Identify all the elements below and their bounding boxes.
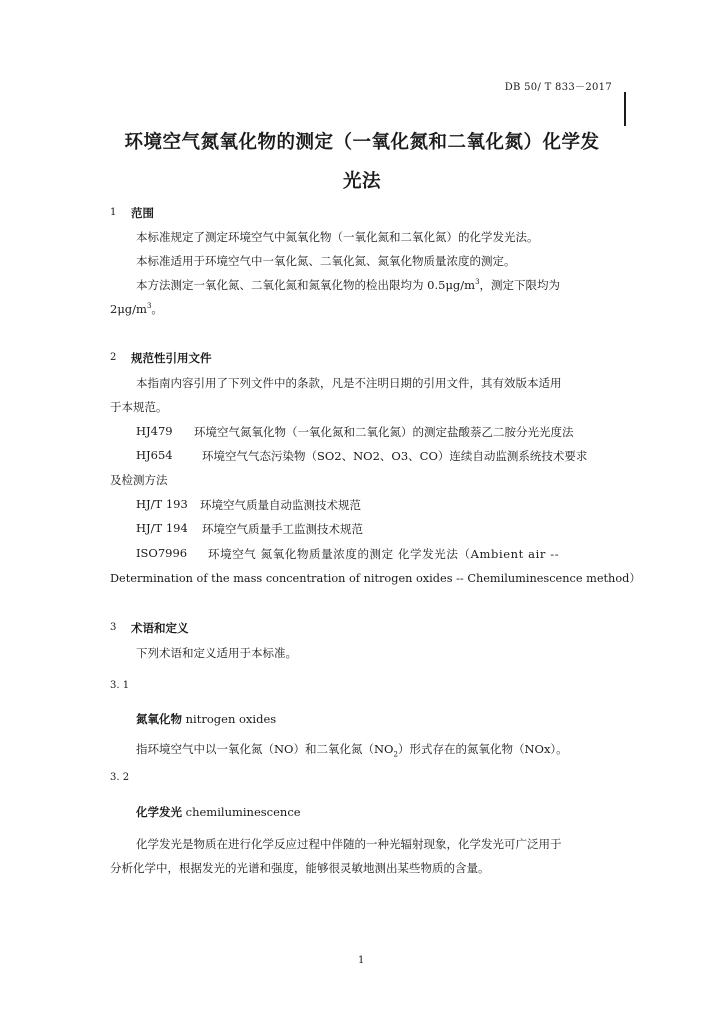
ref-text-iso7996: 环境空气 氮氧化物质量浓度的测定 化学发光法（Ambient air --	[208, 547, 560, 561]
term-3-2-definition-cont: 分析化学中，根据发光的光谱和强度，能够很灵敏地测出某些物质的含量。	[110, 861, 490, 875]
section-1-number: 1	[110, 207, 117, 218]
ref-text-hjt194: 环境空气质量手工监测技术规范	[202, 522, 363, 536]
ref-text-hj479: 环境空气氮氧化物（一氧化氮和二氧化氮）的测定盐酸萘乙二胺分光光度法	[194, 425, 574, 439]
ref-code-hjt193: HJ/T 193	[136, 497, 188, 511]
ref-code-iso7996: ISO7996	[136, 546, 188, 560]
term-3-2-name: 化学发光 chemiluminescence	[136, 805, 301, 819]
sec2-paragraph-1-cont: 于本规范。	[110, 400, 168, 414]
document-title-line2: 光法	[342, 171, 381, 192]
term-3-2-definition: 化学发光是物质在进行化学反应过程中伴随的一种光辐射现象，化学发光可广泛用于	[136, 837, 562, 851]
standard-code: DB 50/ T 833－2017	[504, 82, 612, 93]
term-3-1-number: 3. 1	[110, 680, 130, 691]
sec2-paragraph-1: 本指南内容引用了下列文件中的条款，凡是不注明日期的引用文件，其有效版本适用	[136, 376, 562, 390]
ref-code-hj479: HJ479	[136, 424, 173, 438]
section-3-heading: 术语和定义	[131, 621, 189, 635]
term-3-2-number: 3. 2	[110, 772, 130, 783]
sec1-paragraph-3: 本方法测定一氧化氮、二氧化氮和氮氧化物的检出限均为 $0.5\mu g/m^3$，测定下限均为	[136, 278, 561, 292]
section-2-heading: 规范性引用文件	[131, 351, 212, 365]
margin-change-bar	[624, 92, 626, 126]
section-1-heading: 范围	[131, 206, 154, 220]
section-2-number: 2	[110, 352, 117, 363]
ref-text-hj654-cont: 及检测方法	[110, 473, 168, 487]
ref-text-hj654: 环境空气气态污染物（SO2、NO2、O3、CO）连续自动监测系统技术要求	[202, 449, 588, 463]
ref-code-hj654: HJ654	[136, 448, 173, 462]
term-3-1-definition: 指环境空气中以一氧化氮（NO）和二氧化氮$(NO_2)$形式存在的氮氧化物（NOx）。	[136, 742, 568, 759]
ref-text-iso7996-cont: Determination of the mass concentration of nitrogen oxides -- Chemiluminescence method）	[110, 572, 641, 585]
sec1-paragraph-3-cont: $2\mu g/m^3$。	[110, 302, 163, 316]
document-title-line1: 环境空气氮氧化物的测定（一氧化氮和二氧化氮）化学发	[124, 132, 600, 153]
sec1-paragraph-1: 本标准规定了测定环境空气中氮氧化物（一氧化氮和二氧化氮）的化学发光法。	[136, 230, 539, 244]
ref-text-hjt193: 环境空气质量自动监测技术规范	[200, 498, 361, 512]
sec1-paragraph-2: 本标准适用于环境空气中一氧化氮、二氧化氮、氮氧化物质量浓度的测定。	[136, 254, 516, 268]
page-number: 1	[358, 955, 365, 966]
sec3-paragraph-1: 下列术语和定义适用于本标准。	[136, 646, 297, 660]
ref-code-hjt194: HJ/T 194	[136, 521, 188, 535]
section-3-number: 3	[110, 622, 117, 633]
term-3-1-name: 氮氧化物 nitrogen oxides	[136, 712, 277, 726]
